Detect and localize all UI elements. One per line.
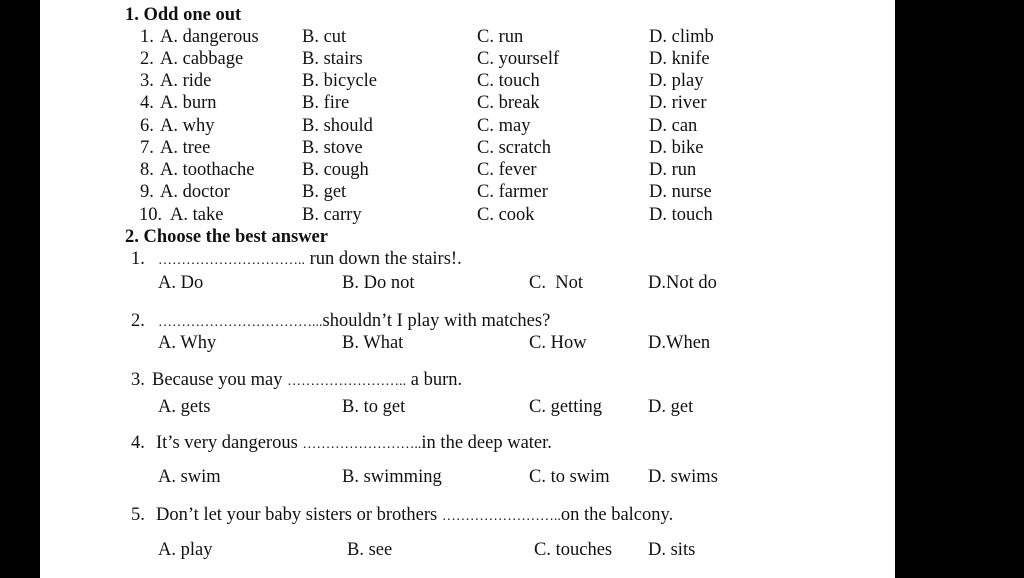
option-c: C. run [477, 27, 524, 47]
option-a: A. cabbage [160, 49, 244, 69]
option-d: D. can [649, 116, 698, 136]
option-c: C. scratch [477, 138, 551, 158]
option-d: D. run [649, 160, 697, 180]
answer-option-d: D. get [648, 397, 694, 417]
answer-option-b: B. to get [342, 397, 406, 417]
option-c: C. yourself [477, 49, 560, 69]
answer-option-a: A. swim [158, 467, 221, 487]
question-text-pre: Because you may [152, 370, 288, 390]
option-a: A. doctor [160, 182, 230, 202]
question-number: 10. [139, 205, 163, 225]
question-text-pre: Don’t let your baby sisters or brothers [156, 505, 442, 525]
answer-option-b: B. see [347, 540, 393, 560]
option-a: A. tree [160, 138, 211, 158]
question-text-pre: It’s very dangerous [156, 433, 303, 453]
option-c: C. touch [477, 71, 540, 91]
answer-blank: ………………………….. [158, 253, 305, 268]
answer-option-c: C. Not [529, 273, 583, 293]
worksheet-page [40, 0, 895, 578]
answer-option-a: A. gets [158, 397, 211, 417]
answer-option-c: C. getting [529, 397, 602, 417]
question-number: 2. [140, 49, 154, 69]
option-d: D. bike [649, 138, 704, 158]
option-c: C. break [477, 93, 540, 113]
question-number: 9. [140, 182, 154, 202]
answer-blank: ……………………………... [158, 315, 323, 330]
question-number: 3. [140, 71, 154, 91]
option-b: B. fire [302, 93, 350, 113]
option-a: A. burn [160, 93, 217, 113]
option-d: D. knife [649, 49, 710, 69]
answer-option-d: D. sits [648, 540, 696, 560]
answer-option-c: C. to swim [529, 467, 610, 487]
option-a: A. toothache [160, 160, 255, 180]
answer-option-c: C. How [529, 333, 587, 353]
answer-option-d: D.Not do [648, 273, 717, 293]
question-number: 1. [131, 249, 145, 269]
question-number: 7. [140, 138, 154, 158]
option-a: A. take [170, 205, 224, 225]
answer-option-a: A. Do [158, 273, 204, 293]
answer-option-a: A. play [158, 540, 213, 560]
question-number: 3. [131, 370, 145, 390]
option-d: D. play [649, 71, 704, 91]
section2-title: 2. Choose the best answer [125, 227, 328, 247]
option-b: B. cut [302, 27, 347, 47]
answer-blank: …………………….. [441, 509, 561, 524]
option-b: B. cough [302, 160, 369, 180]
question-number: 6. [140, 116, 154, 136]
option-c: C. cook [477, 205, 535, 225]
answer-option-d: D.When [648, 333, 711, 353]
answer-option-d: D. swims [648, 467, 718, 487]
option-a: A. dangerous [160, 27, 259, 47]
answer-option-b: B. What [342, 333, 404, 353]
option-d: D. touch [649, 205, 713, 225]
answer-option-a: A. Why [158, 333, 217, 353]
question-text-post: in the deep water. [421, 433, 552, 453]
option-b: B. bicycle [302, 71, 378, 91]
question-sentence [158, 311, 550, 333]
question-number: 5. [131, 505, 145, 525]
question-sentence [152, 370, 462, 392]
option-b: B. get [302, 182, 347, 202]
option-c: C. farmer [477, 182, 548, 202]
answer-blank: …………………….. [287, 374, 407, 389]
option-d: D. climb [649, 27, 714, 47]
option-c: C. fever [477, 160, 537, 180]
option-b: B. stove [302, 138, 363, 158]
question-text-post: a burn. [406, 370, 463, 390]
option-d: D. river [649, 93, 707, 113]
option-a: A. ride [160, 71, 212, 91]
option-b: B. stairs [302, 49, 363, 69]
answer-option-c: C. touches [534, 540, 613, 560]
option-b: B. carry [302, 205, 362, 225]
question-number: 2. [131, 311, 145, 331]
option-d: D. nurse [649, 182, 712, 202]
question-sentence [156, 433, 552, 455]
question-number: 4. [131, 433, 145, 453]
option-a: A. why [160, 116, 215, 136]
question-number: 4. [140, 93, 154, 113]
option-b: B. should [302, 116, 373, 136]
answer-option-b: B. Do not [342, 273, 415, 293]
question-sentence [158, 249, 462, 271]
question-text-post: run down the stairs!. [305, 249, 462, 269]
section1-title: 1. Odd one out [125, 5, 242, 25]
question-text-post: on the balcony. [560, 505, 674, 525]
question-number: 8. [140, 160, 154, 180]
question-number: 1. [140, 27, 154, 47]
answer-blank: …………………….. [302, 437, 422, 452]
answer-option-b: B. swimming [342, 467, 442, 487]
question-sentence [156, 505, 673, 527]
question-text-post: shouldn’t I play with matches? [322, 311, 551, 331]
option-c: C. may [477, 116, 531, 136]
